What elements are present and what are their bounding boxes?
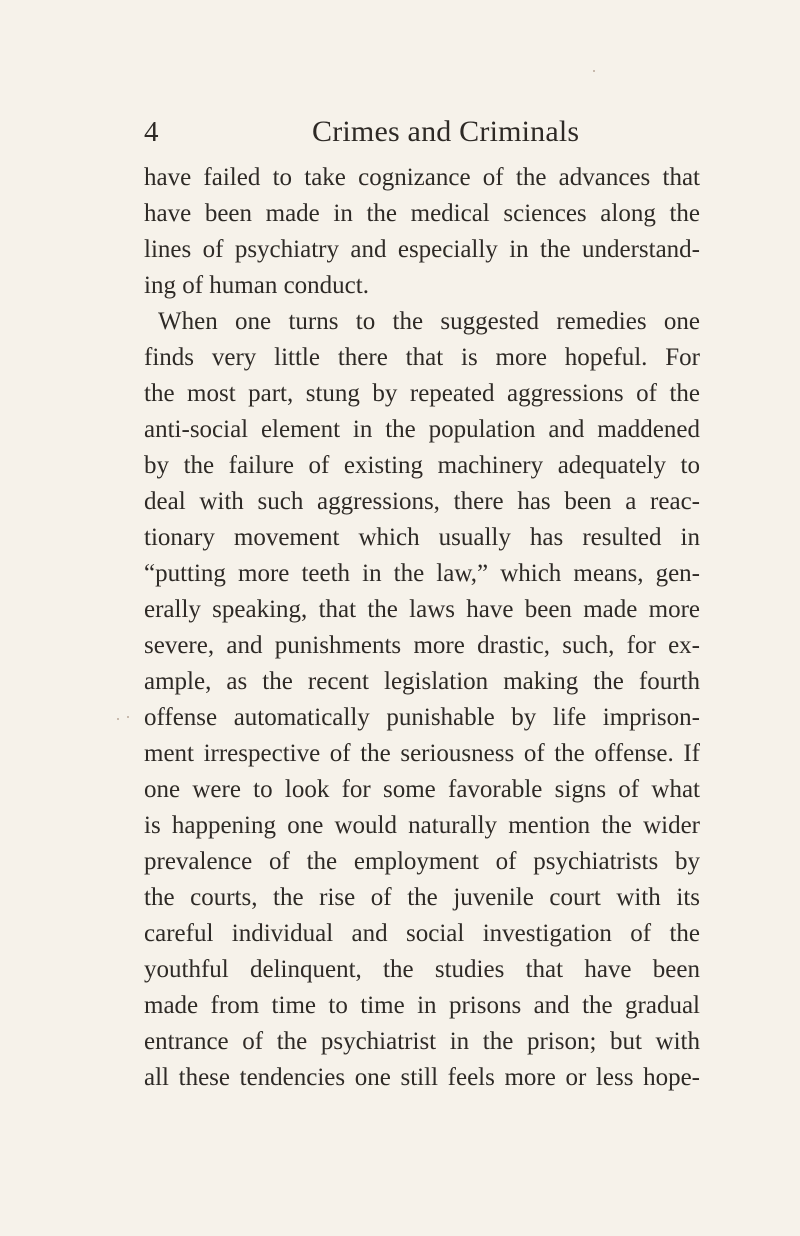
paragraph-start-line: When one turns to the suggested remedies one (158, 308, 700, 335)
page-header (0, 112, 800, 152)
paper-speck (117, 718, 119, 720)
text-line: all these tendencies one still feels more or less hope- (144, 1064, 700, 1091)
text-line: finds very little there that is more hopeful. For (144, 344, 700, 371)
text-line: made from time to time in prisons and the gradual (144, 992, 700, 1019)
text-line: erally speaking, that the laws have been made more (144, 596, 700, 623)
text-line: youthful delinquent, the studies that have been (144, 956, 700, 983)
text-line: careful individual and social investigation of the (144, 920, 700, 947)
text-line: severe, and punishments more drastic, such, for ex- (144, 632, 700, 659)
text-line: ment irrespective of the seriousness of the offense. If (144, 740, 700, 767)
text-line: anti-social element in the population and maddened (144, 416, 700, 443)
text-line: the most part, stung by repeated aggressions of the (144, 380, 700, 407)
text-line: by the failure of existing machinery adequately to (144, 452, 700, 479)
text-line: have been made in the medical sciences along the (144, 200, 700, 227)
text-line: tionary movement which usually has resulted in (144, 524, 700, 551)
page-number: 4 (144, 116, 159, 148)
text-line: ample, as the recent legislation making the fourth (144, 668, 700, 695)
text-line: prevalence of the employment of psychiatrists by (144, 848, 700, 875)
running-title: Crimes and Criminals (312, 115, 580, 148)
text-line: the courts, the rise of the juvenile court with its (144, 884, 700, 911)
text-line: entrance of the psychiatrist in the prison; but with (144, 1028, 700, 1055)
text-line: ing of human conduct. (144, 272, 369, 299)
text-line: offense automatically punishable by life imprison- (144, 704, 700, 731)
body-text (144, 160, 700, 1096)
text-line: “putting more teeth in the law,” which means, gen- (144, 560, 700, 587)
text-line: deal with such aggressions, there has been a reac- (144, 488, 700, 515)
text-line: one were to look for some favorable signs of what (144, 776, 700, 803)
paper-speck (127, 716, 129, 718)
text-line: is happening one would naturally mention the wider (144, 812, 700, 839)
text-line: lines of psychiatry and especially in the understand- (144, 236, 700, 263)
text-line: have failed to take cognizance of the advances that (144, 164, 700, 191)
paper-speck (593, 70, 595, 72)
